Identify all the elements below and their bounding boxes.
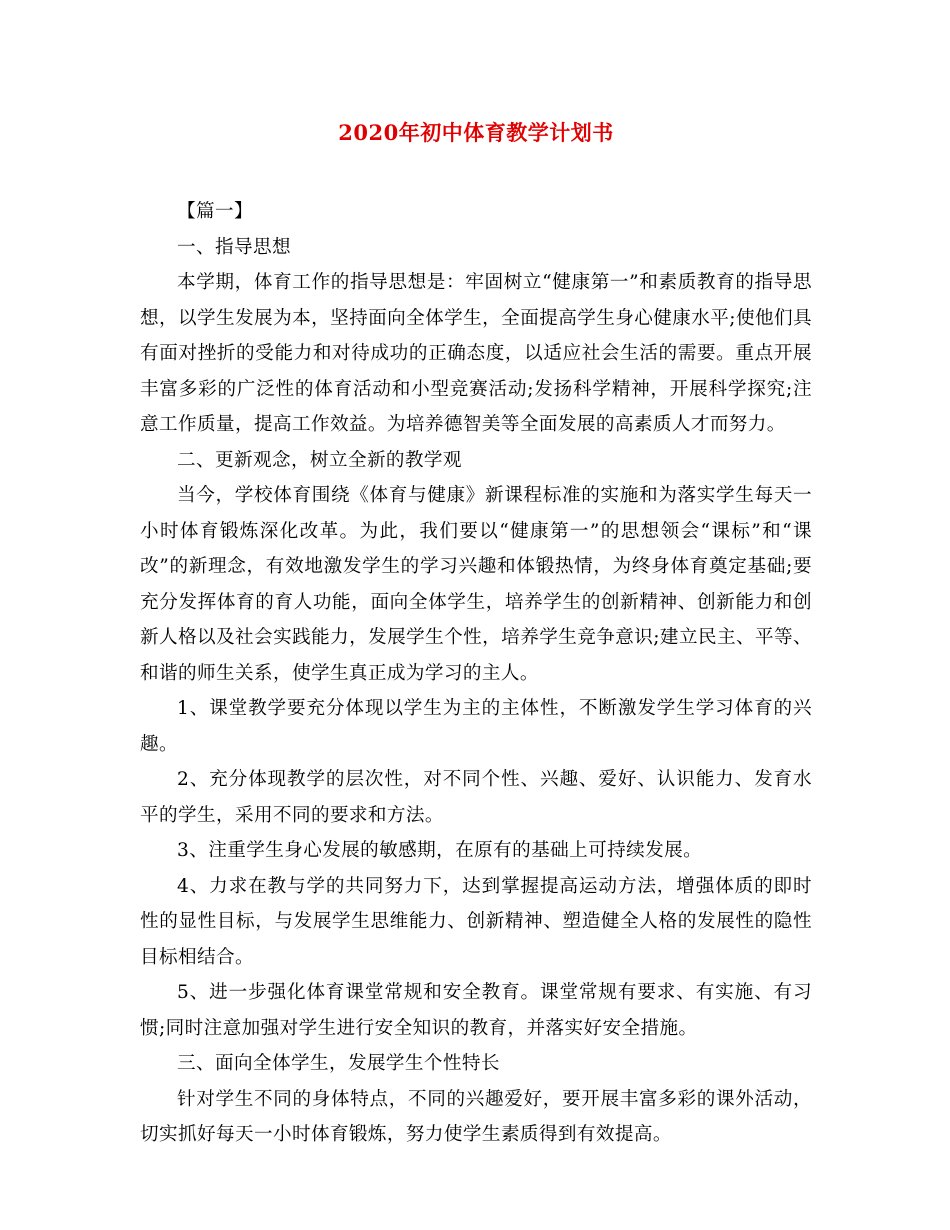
- heading-guiding-ideology: 一、指导思想: [177, 236, 291, 258]
- paragraph-all-students: 针对学生不同的身体特点，不同的兴趣爱好，要开展丰富多彩的课外活动，切实抓好每天一小时体育锻炼，努力使学生素质得到有效提高。: [140, 1088, 812, 1145]
- list-item-2: 2、充分体现教学的层次性，对不同个性、兴趣、爱好、认识能力、发育水平的学生，采用不同的要求和方法。: [140, 769, 812, 826]
- document-title: 2020年初中体育教学计划书: [338, 120, 614, 145]
- heading-update-concepts: 二、更新观念，树立全新的教学观: [177, 449, 462, 471]
- paragraph-guiding-ideology: 本学期，体育工作的指导思想是：牢固树立“健康第一”和素质教育的指导思想，以学生发展为本，坚持面向全体学生，全面提高学生身心健康水平;使他们具有面对挫折的受能力和对待成功的正确态度，以适应社会生活的需要。重点开展丰富多彩的广泛性的体育活动和小型竞赛活动;发扬科学精神，开展科学探究;注意工作质量，提高工作效益。为培养德智美等全面发展的高素质人才而努力。: [140, 272, 812, 435]
- paragraph-update-concepts: 当今，学校体育围绕《体育与健康》新课程标准的实施和为落实学生每天一小时体育锻炼深化改革。为此，我们要以“健康第一”的思想领会“课标”和“课改”的新理念，有效地激发学生的学习兴趣和体锻热情，为终身体育奠定基础;要充分发挥体育的育人功能，面向全体学生，培养学生的创新精神、创新能力和创新人格以及社会实践能力，发展学生个性，培养学生竞争意识;建立民主、平等、和谐的师生关系，使学生真正成为学习的主人。: [140, 485, 812, 684]
- heading-all-students: 三、面向全体学生，发展学生个性特长: [177, 1053, 500, 1074]
- section-marker: 【篇一】: [177, 201, 253, 222]
- list-item-5: 5、进一步强化体育课堂常规和安全教育。课堂常规有要求、有实施、有习惯;同时注意加强对学生进行安全知识的教育，并落实好安全措施。: [140, 982, 812, 1039]
- list-item-3: 3、注重学生身心发展的敏感期，在原有的基础上可持续发展。: [177, 840, 703, 861]
- list-item-1: 1、课堂教学要充分体现以学生为主的主体性，不断激发学生学习体育的兴趣。: [140, 698, 812, 755]
- document-body: [140, 194, 812, 1153]
- list-item-4: 4、力求在教与学的共同努力下，达到掌握提高运动方法，增强体质的即时性的显性目标，与发展学生思维能力、创新精神、塑造健全人格的发展性的隐性目标相结合。: [140, 875, 812, 968]
